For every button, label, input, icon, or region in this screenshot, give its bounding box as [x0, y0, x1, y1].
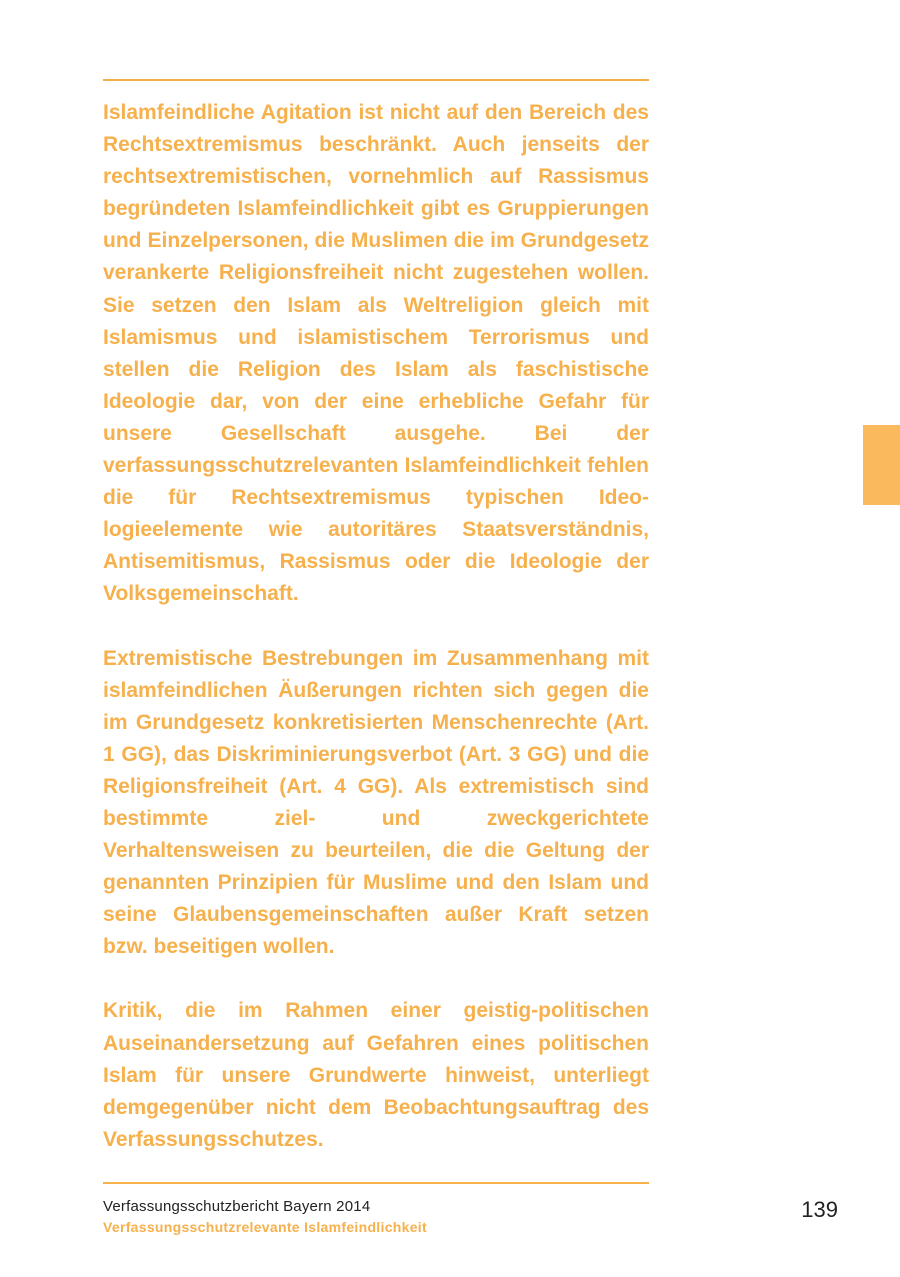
bottom-divider — [103, 1182, 649, 1184]
top-divider — [103, 79, 649, 81]
paragraph-3: Kritik, die im Rahmen einer geistig-politischen Auseinandersetzung auf Gefahren eines politischen Islam für unsere Grundwerte hinweist, unterliegt demgegenüber nicht dem Beobachtungsauftrag des Verfassungsschutzes. — [103, 999, 649, 1151]
chapter-tab-marker — [863, 425, 900, 505]
paragraph-1: Islamfeindliche Agitation ist nicht auf den Bereich des Rechtsextremismus beschränkt. Auch jenseits der rechtsextremistischen, vornehmlich auf Rassismus begründeten Islamfeindlichkeit gibt es Gruppierungen und Einzelpersonen, die Muslimen die im Grundgesetz verankerte Religionsfreiheit nicht zugestehen wollen. Sie setzen den Islam als Weltreligion gleich mit Islamismus und islamistischem Terrorismus und stellen die Religion des Islam als faschistische Ideologie dar, von der eine erhebliche Gefahr für unsere Gesellschaft ausgehe. Bei der verfassungsschutzrelevanten Islamfeindlichkeit fehlen die für Rechtsextremismus typischen Ideologieelemente wie autoritäres Staatsverständnis, Antisemitismus, Rassismus oder die Ideologie der Volksgemeinschaft. — [103, 101, 649, 606]
page-number: 139 — [801, 1197, 838, 1222]
main-text — [103, 97, 649, 1156]
footer-title: Verfassungsschutzbericht Bayern 2014 — [103, 1198, 371, 1215]
footer-subtitle: Verfassungsschutzrelevante Islamfeindlichkeit — [103, 1219, 427, 1235]
paragraph-2: Extremistische Bestrebungen im Zusammenhang mit islamfeindlichen Äußerungen richten sich gegen die im Grundgesetz konkretisierten Menschenrechte (Art. 1 GG), das Diskriminierungsverbot (Art. 3 GG) und die Religionsfreiheit (Art. 4 GG). Als extremistisch sind bestimmte ziel- und zweckgerichtete Verhaltensweisen zu beurteilen, die die Geltung der genannten Prinzipien für Muslime und den Islam und seine Glaubensgemeinschaften außer Kraft setzen bzw. beseitigen wollen. — [103, 646, 649, 959]
